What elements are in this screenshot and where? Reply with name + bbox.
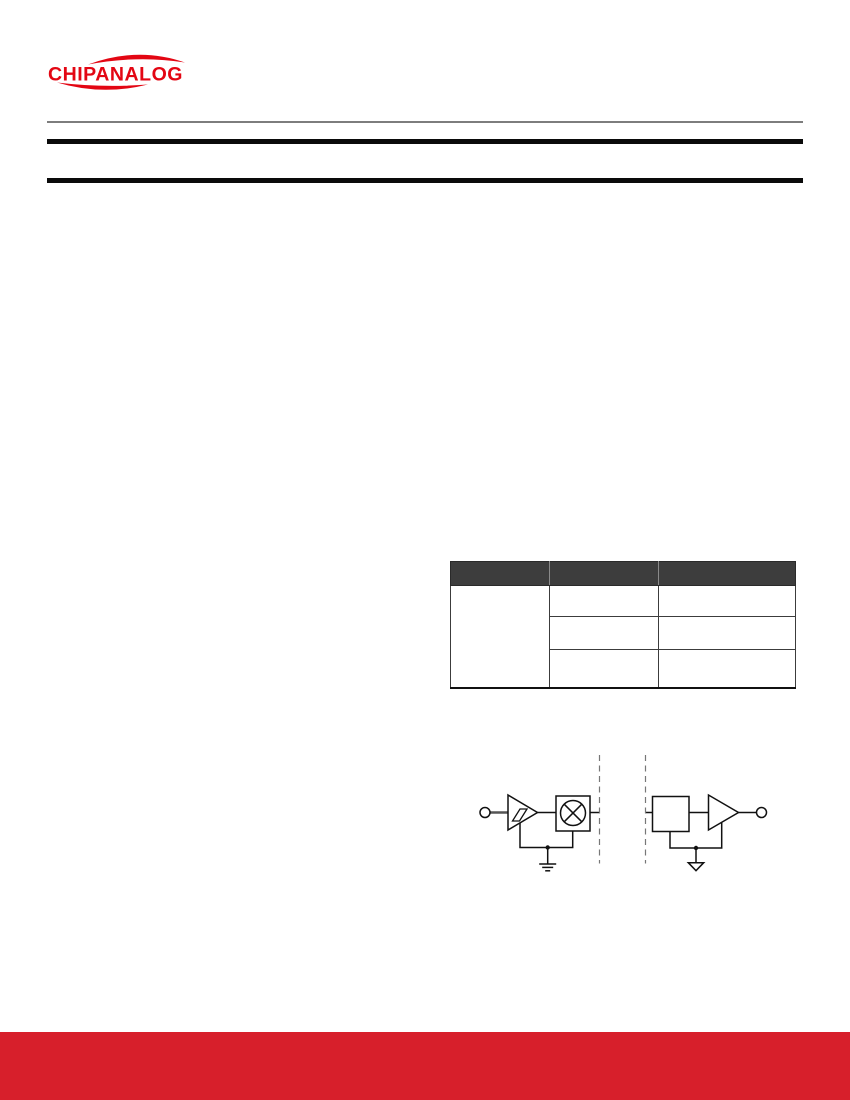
table-cell xyxy=(659,650,796,688)
chipanalog-logo xyxy=(46,46,191,100)
input-terminal xyxy=(480,808,490,818)
spec-table xyxy=(450,561,796,689)
table-header-cell-1 xyxy=(451,562,550,586)
table-cell xyxy=(550,617,659,650)
header-rule-thick-2 xyxy=(47,178,803,183)
table-cell xyxy=(659,586,796,617)
junction-dot xyxy=(694,846,698,850)
header-rule-thin xyxy=(47,121,803,123)
table-header-cell-2 xyxy=(550,562,659,586)
logo-text: CHIPANALOG xyxy=(48,64,183,86)
table-header-row xyxy=(451,562,796,586)
logo-top-swoosh xyxy=(88,55,185,65)
table-header-cell-3 xyxy=(659,562,796,586)
earth-ground-icon xyxy=(539,864,556,871)
output-terminal xyxy=(757,808,767,818)
demodulator-box xyxy=(653,797,690,832)
schmitt-trigger-buffer xyxy=(508,795,538,830)
modulator-mixer xyxy=(556,796,590,831)
table-cell xyxy=(550,650,659,688)
table-row xyxy=(451,586,796,617)
table-cell xyxy=(550,586,659,617)
header-rule-thick-1 xyxy=(47,139,803,144)
table-merged-cell xyxy=(451,586,550,688)
signal-ground-icon xyxy=(688,863,703,871)
isolation-channel-block-diagram xyxy=(460,740,780,880)
footer-bar xyxy=(0,1032,850,1100)
junction-dot xyxy=(546,845,550,849)
output-buffer xyxy=(709,795,739,830)
table-cell xyxy=(659,617,796,650)
